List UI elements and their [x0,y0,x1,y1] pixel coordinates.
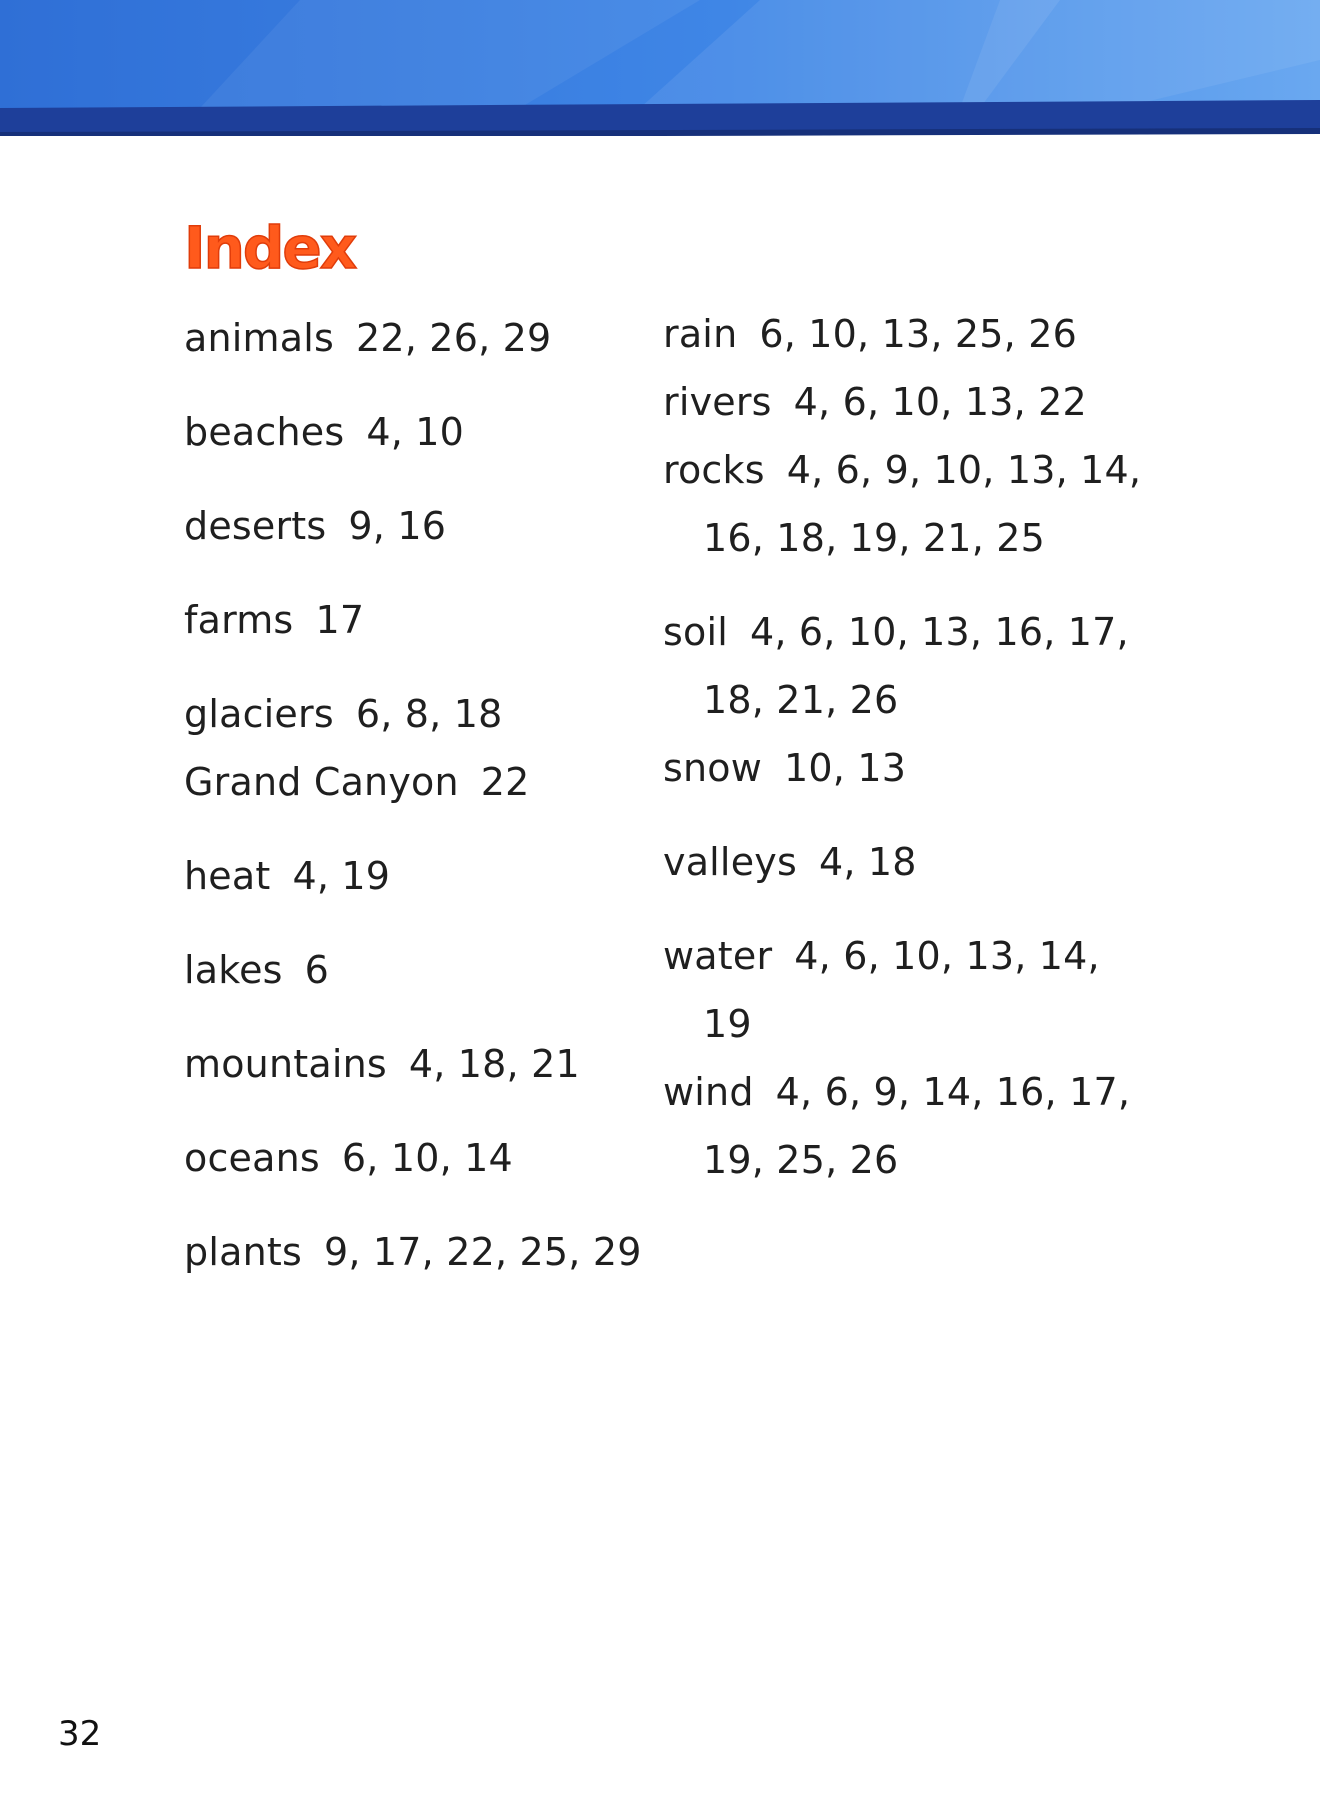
index-entry [184,398,464,466]
index-entry [184,304,551,372]
index-term: water [663,934,773,978]
index-pages: 4, 6, 9, 10, 13, 14, [786,448,1142,492]
index-pages: 9, 17, 22, 25, 29 [323,1230,642,1274]
index-pages: 16, 18, 19, 21, 25 [703,516,1046,560]
index-pages: 9, 16 [348,504,447,548]
index-entry [184,1124,513,1192]
index-term: oceans [184,1136,320,1180]
index-entry [663,598,1129,666]
page-title: Index [184,214,356,282]
index-entry-continuation [663,504,1045,572]
index-pages: 18, 21, 26 [703,678,899,722]
index-entry [663,734,906,802]
index-pages: 4, 19 [292,854,391,898]
index-pages: 19 [703,1002,752,1046]
index-term: Grand Canyon [184,760,459,804]
index-term: glaciers [184,692,334,736]
index-pages: 6 [304,948,330,992]
index-pages: 19, 25, 26 [703,1138,899,1182]
index-term: beaches [184,410,345,454]
index-term: farms [184,598,294,642]
index-term: plants [184,1230,302,1274]
index-entry [663,300,1077,368]
index-entry [184,492,446,560]
index-entry [663,922,1100,990]
page-number: 32 [58,1714,102,1754]
index-term: heat [184,854,271,898]
index-entry [184,842,390,910]
index-pages: 4, 6, 10, 13, 22 [793,380,1087,424]
index-pages: 6, 8, 18 [355,692,503,736]
index-pages: 4, 18 [818,840,917,884]
index-term: wind [663,1070,754,1114]
index-term: rivers [663,380,772,424]
index-term: rocks [663,448,765,492]
index-entry [184,936,329,1004]
header-banner [0,0,1320,136]
index-pages: 4, 10 [366,410,465,454]
index-term: valleys [663,840,797,884]
index-pages: 10, 13 [784,746,907,790]
index-entry-continuation [663,990,752,1058]
index-pages: 4, 6, 9, 14, 16, 17, [775,1070,1131,1114]
index-pages: 6, 10, 13, 25, 26 [759,312,1077,356]
index-entry-continuation [663,666,898,734]
index-term: deserts [184,504,327,548]
index-pages: 17 [315,598,365,642]
index-pages: 22, 26, 29 [356,316,552,360]
index-term: rain [663,312,738,356]
index-entry [184,680,502,748]
index-entry [663,368,1087,436]
index-entry [663,828,917,896]
index-entry [663,436,1141,504]
index-pages: 6, 10, 14 [341,1136,513,1180]
index-term: snow [663,746,763,790]
index-term: mountains [184,1042,387,1086]
index-pages: 4, 18, 21 [408,1042,580,1086]
index-term: soil [663,610,728,654]
index-entry-continuation [663,1126,898,1194]
index-entry [184,586,364,654]
index-pages: 4, 6, 10, 13, 16, 17, [749,610,1129,654]
index-entry [184,1030,580,1098]
index-pages: 22 [480,760,530,804]
index-term: lakes [184,948,283,992]
index-entry [184,748,530,816]
index-pages: 4, 6, 10, 13, 14, [794,934,1100,978]
index-term: animals [184,316,334,360]
index-entry [663,1058,1130,1126]
index-entry [184,1218,642,1286]
banner-graphic [0,0,1320,136]
